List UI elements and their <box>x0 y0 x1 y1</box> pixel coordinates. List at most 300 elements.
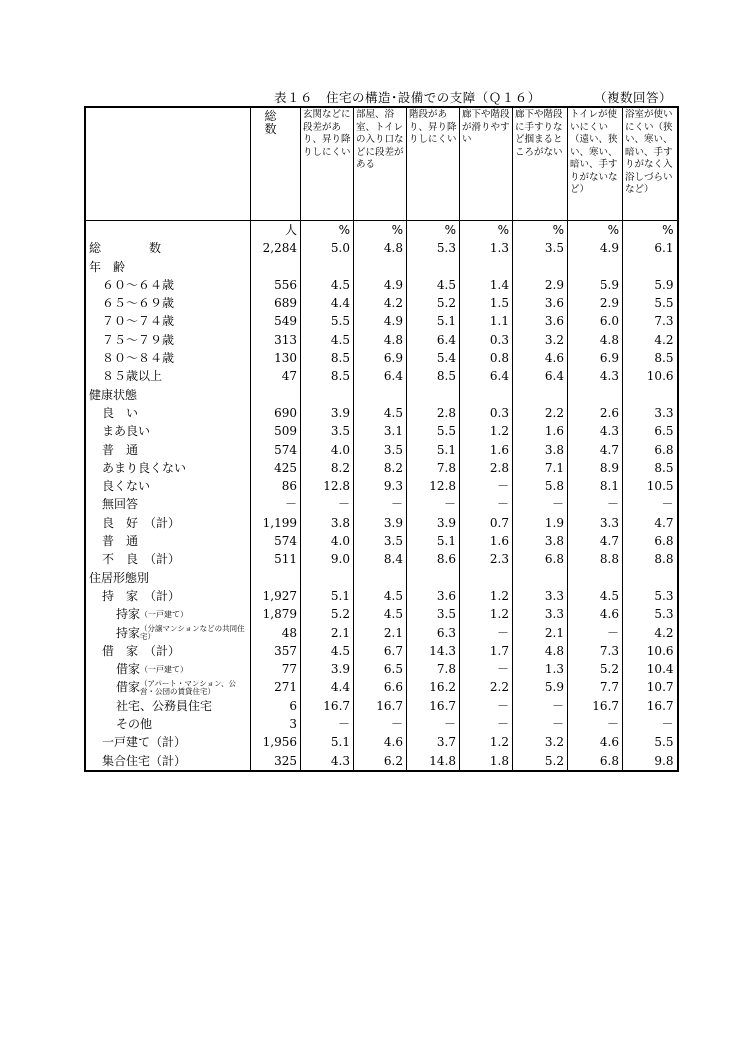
table-row <box>85 404 678 422</box>
table-row <box>85 349 678 367</box>
percent-cell: 0.7 <box>460 514 513 532</box>
percent-cell: 4.7 <box>623 514 678 532</box>
percent-cell: － <box>623 495 678 513</box>
table-row <box>85 367 678 385</box>
row-label <box>85 550 251 568</box>
percent-cell: － <box>460 624 513 642</box>
total-count-cell: 130 <box>251 349 301 367</box>
table-row <box>85 697 678 715</box>
percent-cell: 4.5 <box>301 276 354 294</box>
table-row <box>85 624 678 642</box>
percent-cell: 3.3 <box>623 404 678 422</box>
percent-cell: 3.6 <box>513 312 568 330</box>
table-row <box>85 239 678 257</box>
row-label-text: 良 い <box>102 405 139 420</box>
row-label-subtext: （一戸建て） <box>140 664 189 674</box>
percent-cell: 2.2 <box>460 678 513 696</box>
row-label-text: 住居形態別 <box>89 570 150 585</box>
percent-cell: 0.3 <box>460 331 513 349</box>
percent-cell: 2.8 <box>407 404 460 422</box>
row-label <box>85 587 251 605</box>
row-label <box>85 404 251 422</box>
percent-cell: 5.2 <box>301 605 354 623</box>
percent-cell: 5.5 <box>623 294 678 312</box>
header-blank-cell <box>85 107 251 221</box>
table-row <box>85 550 678 568</box>
row-label-text: 普 通 <box>102 442 139 457</box>
table-row <box>85 386 678 404</box>
percent-cell <box>568 258 623 276</box>
percent-cell: 16.7 <box>407 697 460 715</box>
total-count-cell: 77 <box>251 660 301 678</box>
percent-cell: 4.4 <box>301 678 354 696</box>
percent-cell: 4.5 <box>354 605 407 623</box>
table-row <box>85 422 678 440</box>
percent-cell: 3.6 <box>407 587 460 605</box>
row-label <box>85 367 251 385</box>
percent-cell: 8.2 <box>301 459 354 477</box>
percent-cell: － <box>460 495 513 513</box>
row-label-text: 年 齢 <box>89 259 126 274</box>
percent-cell: 8.5 <box>407 367 460 385</box>
percent-cell: 3.2 <box>513 331 568 349</box>
row-label <box>85 331 251 349</box>
percent-cell: 8.9 <box>568 459 623 477</box>
row-label <box>85 642 251 660</box>
total-count-cell <box>251 569 301 587</box>
row-label-text: その他 <box>116 717 153 732</box>
percent-cell: 4.5 <box>354 587 407 605</box>
percent-cell: 1.9 <box>513 514 568 532</box>
percent-cell: 3.5 <box>354 532 407 550</box>
title-text: 表１６ 住宅の構造･設備での支障（Ｑ１６） <box>274 90 541 105</box>
percent-cell: 4.3 <box>568 422 623 440</box>
header-col-1: 玄関などに段差があり、昇り降りしにくい <box>301 107 354 221</box>
table-row <box>85 312 678 330</box>
row-label-text: 借 家 （計） <box>102 643 181 658</box>
total-count-cell: － <box>251 495 301 513</box>
unit-cell: % <box>513 221 568 240</box>
percent-cell: 3.8 <box>513 532 568 550</box>
percent-cell: 8.2 <box>354 459 407 477</box>
percent-cell: 5.5 <box>407 422 460 440</box>
row-label-text: 借家 <box>116 662 141 677</box>
percent-cell: － <box>407 715 460 733</box>
percent-cell: 8.4 <box>354 550 407 568</box>
total-count-cell <box>251 386 301 404</box>
percent-cell: 3.9 <box>354 514 407 532</box>
percent-cell <box>354 258 407 276</box>
percent-cell: － <box>513 697 568 715</box>
percent-cell: 4.2 <box>623 331 678 349</box>
row-label-text: ６５～６９歳 <box>102 296 175 311</box>
percent-cell <box>354 386 407 404</box>
row-label <box>85 459 251 477</box>
row-label-text: 借家 <box>116 680 141 695</box>
total-count-cell: 2,284 <box>251 239 301 257</box>
percent-cell: － <box>513 495 568 513</box>
percent-cell: 8.1 <box>568 477 623 495</box>
row-label <box>85 422 251 440</box>
percent-cell: 3.5 <box>513 239 568 257</box>
percent-cell: － <box>354 715 407 733</box>
row-label-text: 一戸建て（計） <box>102 735 187 750</box>
row-label <box>85 349 251 367</box>
unit-cell: % <box>407 221 460 240</box>
table-row <box>85 532 678 550</box>
table-row <box>85 587 678 605</box>
percent-cell: 3.3 <box>513 605 568 623</box>
percent-cell: 1.2 <box>460 422 513 440</box>
row-label <box>85 697 251 715</box>
percent-cell: 12.8 <box>301 477 354 495</box>
percent-cell: － <box>623 715 678 733</box>
percent-cell: 8.5 <box>301 349 354 367</box>
percent-cell: 5.1 <box>407 532 460 550</box>
percent-cell: 4.2 <box>354 294 407 312</box>
row-label <box>85 276 251 294</box>
row-label <box>85 441 251 459</box>
percent-cell: － <box>460 715 513 733</box>
total-count-cell: 509 <box>251 422 301 440</box>
percent-cell: 10.5 <box>623 477 678 495</box>
percent-cell: 6.6 <box>354 678 407 696</box>
percent-cell <box>407 258 460 276</box>
row-label-subtext: （アパート・マンション、公営・公団の賃貸住宅） <box>140 678 236 696</box>
percent-cell: 4.5 <box>407 276 460 294</box>
percent-cell: 5.1 <box>301 733 354 751</box>
percent-cell: 4.3 <box>301 752 354 771</box>
header-col-6: トイレが使いにくい（遠い、狭い、寒い、暗い、手すりがないなど） <box>568 107 623 221</box>
table-row <box>85 642 678 660</box>
percent-cell: 5.4 <box>407 349 460 367</box>
header-col-3: 階段があり、昇り降りしにくい <box>407 107 460 221</box>
percent-cell: 5.5 <box>301 312 354 330</box>
row-label <box>85 660 251 678</box>
percent-cell: 1.3 <box>513 660 568 678</box>
percent-cell: 5.3 <box>623 605 678 623</box>
percent-cell: 7.8 <box>407 459 460 477</box>
percent-cell: 2.9 <box>513 276 568 294</box>
unit-cell: % <box>568 221 623 240</box>
total-count-cell: 6 <box>251 697 301 715</box>
percent-cell: 6.8 <box>513 550 568 568</box>
percent-cell: 5.1 <box>407 312 460 330</box>
percent-cell: 3.1 <box>354 422 407 440</box>
percent-cell <box>460 258 513 276</box>
total-count-cell <box>251 258 301 276</box>
percent-cell: 8.5 <box>301 367 354 385</box>
percent-cell: 2.2 <box>513 404 568 422</box>
percent-cell: 6.8 <box>568 752 623 771</box>
percent-cell: 1.5 <box>460 294 513 312</box>
percent-cell: － <box>568 495 623 513</box>
table-row <box>85 660 678 678</box>
percent-cell <box>354 569 407 587</box>
percent-cell: 8.5 <box>623 349 678 367</box>
row-label <box>85 569 251 587</box>
percent-cell: 5.1 <box>301 587 354 605</box>
percent-cell: 9.3 <box>354 477 407 495</box>
percent-cell: 1.6 <box>460 441 513 459</box>
total-count-cell: 325 <box>251 752 301 771</box>
header-col-5: 廊下や階段に手すりなど掴まるところがない <box>513 107 568 221</box>
percent-cell: 2.6 <box>568 404 623 422</box>
percent-cell: 8.6 <box>407 550 460 568</box>
percent-cell: 6.4 <box>513 367 568 385</box>
total-count-cell: 313 <box>251 331 301 349</box>
percent-cell: 4.8 <box>354 239 407 257</box>
percent-cell: 4.2 <box>623 624 678 642</box>
row-label <box>85 258 251 276</box>
table-row <box>85 733 678 751</box>
multiple-answer-note: （複数回答） <box>594 90 673 105</box>
percent-cell: 8.5 <box>623 459 678 477</box>
percent-cell: 1.8 <box>460 752 513 771</box>
percent-cell: 16.7 <box>623 697 678 715</box>
unit-cell: % <box>301 221 354 240</box>
percent-cell: － <box>460 477 513 495</box>
percent-cell: 6.9 <box>354 349 407 367</box>
percent-cell: 8.8 <box>623 550 678 568</box>
percent-cell: 16.7 <box>301 697 354 715</box>
row-label <box>85 294 251 312</box>
total-count-cell: 556 <box>251 276 301 294</box>
row-label-text: ６０～６４歳 <box>102 277 175 292</box>
percent-cell <box>460 386 513 404</box>
percent-cell: 2.1 <box>301 624 354 642</box>
percent-cell: 3.8 <box>301 514 354 532</box>
percent-cell: 6.4 <box>460 367 513 385</box>
percent-cell: 5.2 <box>407 294 460 312</box>
total-count-cell: 1,956 <box>251 733 301 751</box>
percent-cell: 3.3 <box>513 587 568 605</box>
percent-cell: － <box>568 624 623 642</box>
percent-cell: 16.7 <box>568 697 623 715</box>
total-count-cell: 1,927 <box>251 587 301 605</box>
percent-cell: 5.2 <box>568 660 623 678</box>
percent-cell: 3.8 <box>513 441 568 459</box>
row-label <box>85 514 251 532</box>
percent-cell: 9.0 <box>301 550 354 568</box>
percent-cell: 1.3 <box>460 239 513 257</box>
percent-cell: － <box>460 697 513 715</box>
survey-table <box>84 106 679 772</box>
percent-cell <box>460 569 513 587</box>
percent-cell <box>301 569 354 587</box>
percent-cell: 1.6 <box>460 532 513 550</box>
unit-cell: % <box>460 221 513 240</box>
percent-cell: 16.2 <box>407 678 460 696</box>
percent-cell: 0.8 <box>460 349 513 367</box>
percent-cell: － <box>301 715 354 733</box>
percent-cell: 4.5 <box>354 404 407 422</box>
percent-cell: 4.7 <box>568 441 623 459</box>
percent-cell: 7.8 <box>407 660 460 678</box>
percent-cell: 4.3 <box>568 367 623 385</box>
row-label-text: あまり良くない <box>102 460 187 475</box>
row-label-text: 良くない <box>102 479 151 494</box>
header-col-2: 部屋、浴室、トイレの入り口などに段差がある <box>354 107 407 221</box>
total-count-cell: 689 <box>251 294 301 312</box>
table-row <box>85 569 678 587</box>
percent-cell: 1.6 <box>513 422 568 440</box>
percent-cell: 6.9 <box>568 349 623 367</box>
unit-cell: % <box>354 221 407 240</box>
percent-cell: 4.9 <box>568 239 623 257</box>
row-label-text: ８０～８４歳 <box>102 351 175 366</box>
percent-cell: 4.0 <box>301 441 354 459</box>
units-row <box>85 221 678 240</box>
total-count-cell: 1,879 <box>251 605 301 623</box>
table-row <box>85 276 678 294</box>
row-label <box>85 605 251 623</box>
percent-cell: 6.8 <box>623 441 678 459</box>
percent-cell: － <box>460 660 513 678</box>
percent-cell: 5.8 <box>513 477 568 495</box>
percent-cell: 6.2 <box>354 752 407 771</box>
total-count-cell: 690 <box>251 404 301 422</box>
percent-cell: 4.9 <box>354 312 407 330</box>
percent-cell <box>513 569 568 587</box>
percent-cell: 3.6 <box>513 294 568 312</box>
table-row <box>85 678 678 696</box>
percent-cell: 7.3 <box>568 642 623 660</box>
units-blank-cell <box>85 221 251 240</box>
table-row <box>85 605 678 623</box>
row-label-text: 不 良 （計） <box>102 552 181 567</box>
row-label <box>85 386 251 404</box>
unit-cell: % <box>623 221 678 240</box>
percent-cell: － <box>568 715 623 733</box>
percent-cell: 5.5 <box>623 733 678 751</box>
percent-cell: 8.8 <box>568 550 623 568</box>
percent-cell: 6.1 <box>623 239 678 257</box>
percent-cell: 5.9 <box>623 276 678 294</box>
percent-cell: 4.8 <box>513 642 568 660</box>
percent-cell <box>301 386 354 404</box>
percent-cell: 2.3 <box>460 550 513 568</box>
row-label-text: ７５～７９歳 <box>102 332 175 347</box>
percent-cell: 3.7 <box>407 733 460 751</box>
table-row <box>85 331 678 349</box>
percent-cell: － <box>354 495 407 513</box>
percent-cell: 10.4 <box>623 660 678 678</box>
percent-cell: 4.6 <box>513 349 568 367</box>
row-label <box>85 477 251 495</box>
table-row <box>85 258 678 276</box>
percent-cell: 4.8 <box>568 331 623 349</box>
percent-cell: 1.2 <box>460 605 513 623</box>
percent-cell: － <box>513 715 568 733</box>
total-count-cell: 3 <box>251 715 301 733</box>
percent-cell: 6.5 <box>354 660 407 678</box>
percent-cell <box>623 569 678 587</box>
total-count-cell: 357 <box>251 642 301 660</box>
percent-cell: 7.3 <box>623 312 678 330</box>
percent-cell: 6.0 <box>568 312 623 330</box>
total-count-cell: 1,199 <box>251 514 301 532</box>
percent-cell <box>568 569 623 587</box>
percent-cell: － <box>301 495 354 513</box>
row-label <box>85 752 251 771</box>
percent-cell: 4.5 <box>301 331 354 349</box>
percent-cell: 1.2 <box>460 587 513 605</box>
percent-cell: 1.4 <box>460 276 513 294</box>
percent-cell: 3.5 <box>301 422 354 440</box>
row-label <box>85 733 251 751</box>
row-label-text: 良 好 （計） <box>102 515 181 530</box>
row-label-text: 持 家 （計） <box>102 588 181 603</box>
table-row <box>85 441 678 459</box>
percent-cell: 2.1 <box>513 624 568 642</box>
percent-cell: 4.7 <box>568 532 623 550</box>
percent-cell: 4.4 <box>301 294 354 312</box>
percent-cell: 5.1 <box>407 441 460 459</box>
table-row <box>85 752 678 771</box>
percent-cell: 4.9 <box>354 276 407 294</box>
total-count-cell: 47 <box>251 367 301 385</box>
percent-cell: 10.6 <box>623 367 678 385</box>
header-row <box>85 107 678 221</box>
percent-cell: 5.9 <box>568 276 623 294</box>
row-label <box>85 312 251 330</box>
percent-cell: 1.2 <box>460 733 513 751</box>
total-count-cell: 271 <box>251 678 301 696</box>
percent-cell: 6.5 <box>623 422 678 440</box>
percent-cell: 3.5 <box>354 441 407 459</box>
table-row <box>85 459 678 477</box>
percent-cell <box>407 386 460 404</box>
header-col-7: 浴室が使いにくい（狭い、寒い、暗い、手すりがなく入浴しづらいなど） <box>623 107 678 221</box>
percent-cell: 3.5 <box>407 605 460 623</box>
header-total: 総 数 <box>251 107 301 221</box>
percent-cell: 4.8 <box>354 331 407 349</box>
row-label-text: ８５歳以上 <box>102 369 163 384</box>
percent-cell: 10.6 <box>623 642 678 660</box>
percent-cell: 2.1 <box>354 624 407 642</box>
row-label <box>85 624 251 642</box>
percent-cell <box>623 386 678 404</box>
row-label <box>85 239 251 257</box>
percent-cell: 1.1 <box>460 312 513 330</box>
row-label <box>85 532 251 550</box>
percent-cell: 12.8 <box>407 477 460 495</box>
percent-cell: － <box>407 495 460 513</box>
percent-cell <box>301 258 354 276</box>
percent-cell: 16.7 <box>354 697 407 715</box>
percent-cell: 2.9 <box>568 294 623 312</box>
percent-cell: 5.2 <box>513 752 568 771</box>
percent-cell: 4.6 <box>354 733 407 751</box>
table-row <box>85 477 678 495</box>
table-title <box>274 88 673 106</box>
percent-cell: 4.0 <box>301 532 354 550</box>
percent-cell <box>623 258 678 276</box>
table-row <box>85 514 678 532</box>
header-col-4: 廊下や階段が滑りやすい <box>460 107 513 221</box>
row-label-text: ７０～７４歳 <box>102 314 175 329</box>
row-label <box>85 495 251 513</box>
percent-cell <box>513 258 568 276</box>
percent-cell: 3.3 <box>568 514 623 532</box>
row-label-subtext: （一戸建て） <box>140 609 189 619</box>
percent-cell: 6.4 <box>354 367 407 385</box>
table-body <box>85 107 678 771</box>
percent-cell: 7.1 <box>513 459 568 477</box>
percent-cell: 2.8 <box>460 459 513 477</box>
percent-cell: 4.6 <box>568 733 623 751</box>
